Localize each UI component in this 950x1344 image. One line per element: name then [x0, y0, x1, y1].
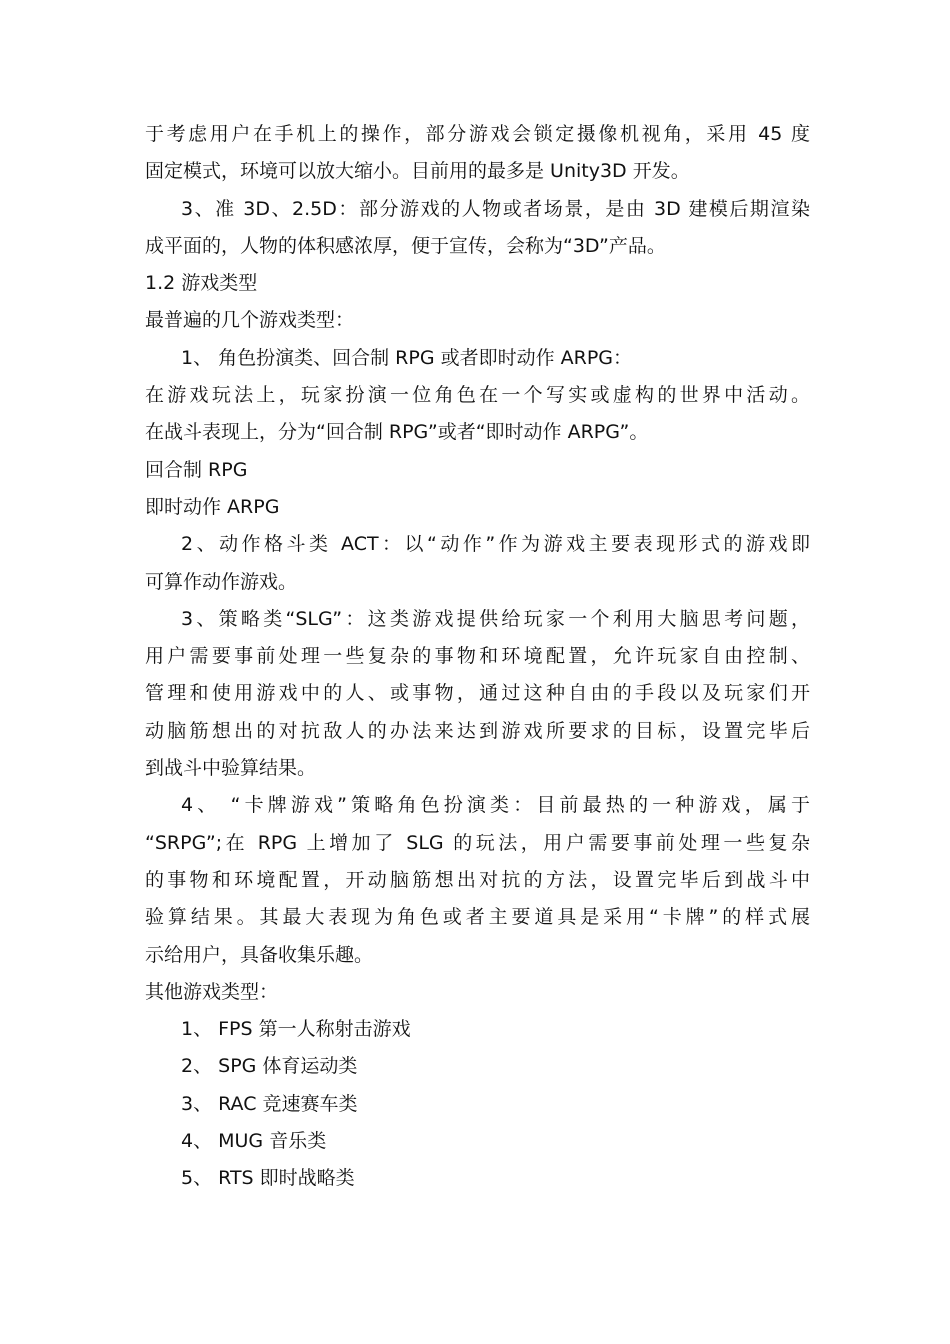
list-item: 4、 MUG 音乐类	[181, 1130, 327, 1153]
text-line: 动脑筋想出的对抗敌人的办法来达到游戏所要求的目标，设置完毕后	[145, 719, 810, 742]
list-item: 2、 SPG 体育运动类	[181, 1055, 358, 1078]
text-line: 示给用户，具备收集乐趣。	[145, 943, 374, 966]
list-item: 5、 RTS 即时战略类	[181, 1167, 355, 1190]
text-line: 固定模式，环境可以放大缩小。目前用的最多是 Unity3D 开发。	[145, 160, 690, 183]
text-line: 3、准 3D、2.5D：部分游戏的人物或者场景，是由 3D 建模后期渲染	[181, 197, 810, 220]
text-line: 回合制 RPG	[145, 458, 248, 481]
list-item: 1、 FPS 第一人称射击游戏	[181, 1018, 411, 1041]
text-line: 2、动作格斗类 ACT：以“动作”作为游戏主要表现形式的游戏即	[181, 533, 810, 556]
text-line: 成平面的，人物的体积感浓厚，便于宣传，会称为“3D”产品。	[145, 234, 666, 257]
text-line: 的事物和环境配置，开动脑筋想出对抗的方法，设置完毕后到战斗中	[145, 868, 810, 891]
list-item: 1、 角色扮演类、回合制 RPG 或者即时动作 ARPG：	[181, 346, 633, 369]
text-line: 验算结果。其最大表现为角色或者主要道具是采用“卡牌”的样式展	[145, 906, 810, 929]
text-line: 可算作动作游戏。	[145, 570, 298, 593]
text-line: 在游戏玩法上，玩家扮演一位角色在一个写实或虚构的世界中活动。	[145, 384, 810, 407]
list-item: 3、 RAC 竞速赛车类	[181, 1092, 358, 1115]
text-line: “SRPG”;在 RPG 上增加了 SLG 的玩法，用户需要事前处理一些复杂	[145, 831, 810, 854]
text-line: 最普遍的几个游戏类型：	[145, 309, 355, 332]
text-line: 于考虑用户在手机上的操作，部分游戏会锁定摄像机视角，采用 45 度	[145, 123, 810, 145]
text-line: 到战斗中验算结果。	[145, 757, 317, 780]
text-line: 即时动作 ARPG	[145, 495, 280, 518]
text-line: 其他游戏类型：	[145, 980, 279, 1003]
text-line: 用户需要事前处理一些复杂的事物和环境配置，允许玩家自由控制、	[145, 645, 810, 668]
section-heading: 1.2 游戏类型	[145, 272, 258, 295]
text-line: 3、策略类“SLG”：这类游戏提供给玩家一个利用大脑思考问题，	[181, 607, 810, 630]
document-body	[145, 116, 810, 1198]
text-line: 在战斗表现上，分为“回合制 RPG”或者“即时动作 ARPG”。	[145, 421, 649, 444]
text-line: 4、 “卡牌游戏”策略角色扮演类：目前最热的一种游戏，属于	[181, 794, 810, 817]
text-line: 管理和使用游戏中的人、或事物，通过这种自由的手段以及玩家们开	[145, 682, 810, 705]
